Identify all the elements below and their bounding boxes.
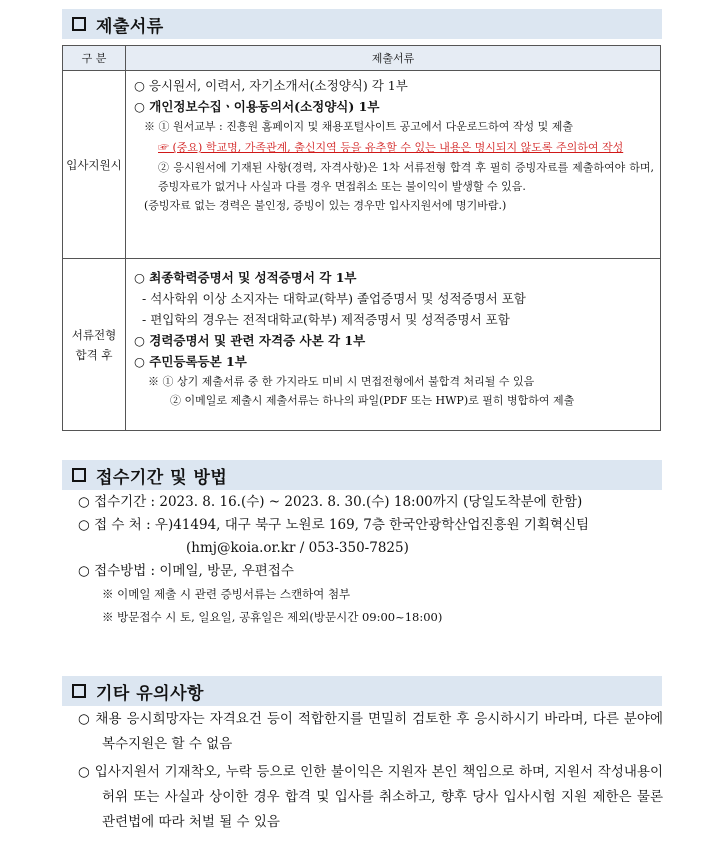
table-header-row [63,46,661,71]
header-documents: 제출서류 [126,46,661,71]
list-item: ○ 입사지원서 기재착오, 누락 등으로 인한 불이익은 지원자 본인 책임으로 하며, 지원서 작성내용이 허위 또는 사실과 상이한 경우 합격 및 입사를 취소하고, 향후 당사 입사시험 지원 제한은 물론 관련법에 따라 처벌 될 수 있음 [78,764,663,830]
submission-period: ○ 접수기간 : 2023. 8. 16.(수) ~ 2023. 8. 30.(수) 18:00까지 (당일도착분에 한함) [78,494,583,510]
submission-contact: (hmj@koia.or.kr / 053-350-7825) [186,540,409,556]
note-text: ※ ① 상기 제출서류 중 한 가지라도 미비 시 면접전형에서 불합격 처리될 수 있음 [148,375,535,388]
documents-table [62,45,661,431]
sub-item: - 석사학위 이상 소지자는 대학교(학부) 졸업증명서 및 성적증명서 포함 [142,291,526,306]
section-header-documents [62,9,662,39]
warning-line [134,136,654,158]
submission-address: ○ 접 수 처 : 우)41494, 대구 북구 노원로 169, 7층 한국안광학산업진흥원 기획혁신팀 [78,517,590,533]
category-line: 서류전형 [71,327,117,342]
category-line: 합격 후 [75,347,113,362]
section-title: 접수기간 및 방법 [96,467,228,488]
note-text: (증빙자료 없는 경력은 불인정, 증빙이 있는 경우만 입사지원서에 명기바람.) [144,199,507,212]
section-header-notes [62,676,662,706]
note-text: ② 이메일로 제출시 제출서류는 하나의 파일(PDF 또는 HWP)로 필히 병합하여 제출 [170,394,575,407]
list-item: ○ 개인정보수집ㆍ이용동의서(소정양식) 1부 [134,99,380,114]
list-item: ○ 채용 응시희망자는 자격요건 등이 적합한지를 면밀히 검토한 후 응시하시기 바라며, 다른 분야에 복수지원은 할 수 없음 [78,711,663,752]
list-item: ○ 경력증명서 및 관련 자격증 사본 각 1부 [134,333,366,348]
row-content [126,259,661,431]
list-item: ○ 최종학력증명서 및 성적증명서 각 1부 [134,270,357,285]
list-item: ○ 주민등록등본 1부 [134,354,247,369]
warning-text: ☞ (중요) 학교명, 가족관계, 출신지역 등을 유추할 수 있는 내용은 명시되지 않도록 주의하여 작성 [158,141,624,154]
square-bullet-icon [72,17,86,31]
row-content [126,71,661,259]
note-text: ② 응시원서에 기재된 사항(경력, 자격사항)은 1차 서류전형 합격 후 필히 증빙자료를 제출하여야 하며, 증빙자료가 없거나 사실과 다를 경우 면접취소 또는 불이익이 발생할 수 있음. [158,161,654,193]
row-category: 입사지원시 [63,71,126,259]
table-row [63,71,661,259]
section-header-submission [62,460,662,490]
square-bullet-icon [72,468,86,482]
submission-details [78,491,668,629]
header-category: 구 분 [63,46,126,71]
note-text: ※ 이메일 제출 시 관련 증빙서류는 스캔하여 첨부 [102,587,351,601]
table-row [63,259,661,431]
submission-method: ○ 접수방법 : 이메일, 방문, 우편접수 [78,563,294,579]
note-text: ※ ① 원서교부 : 진흥원 홈페이지 및 채용포털사이트 공고에서 다운로드하여 작성 및 제출 [144,120,573,133]
note-text: ※ 방문접수 시 토, 일요일, 공휴일은 제외(방문시간 09:00~18:00) [102,610,443,624]
square-bullet-icon [72,684,86,698]
row-category [63,259,126,431]
list-item: ○ 응시원서, 이력서, 자기소개서(소정양식) 각 1부 [134,78,408,93]
section-title: 기타 유의사항 [96,683,204,704]
other-notes [78,707,663,835]
section-title: 제출서류 [96,16,164,37]
sub-item: - 편입학의 경우는 전적대학교(학부) 제적증명서 및 성적증명서 포함 [142,312,510,327]
